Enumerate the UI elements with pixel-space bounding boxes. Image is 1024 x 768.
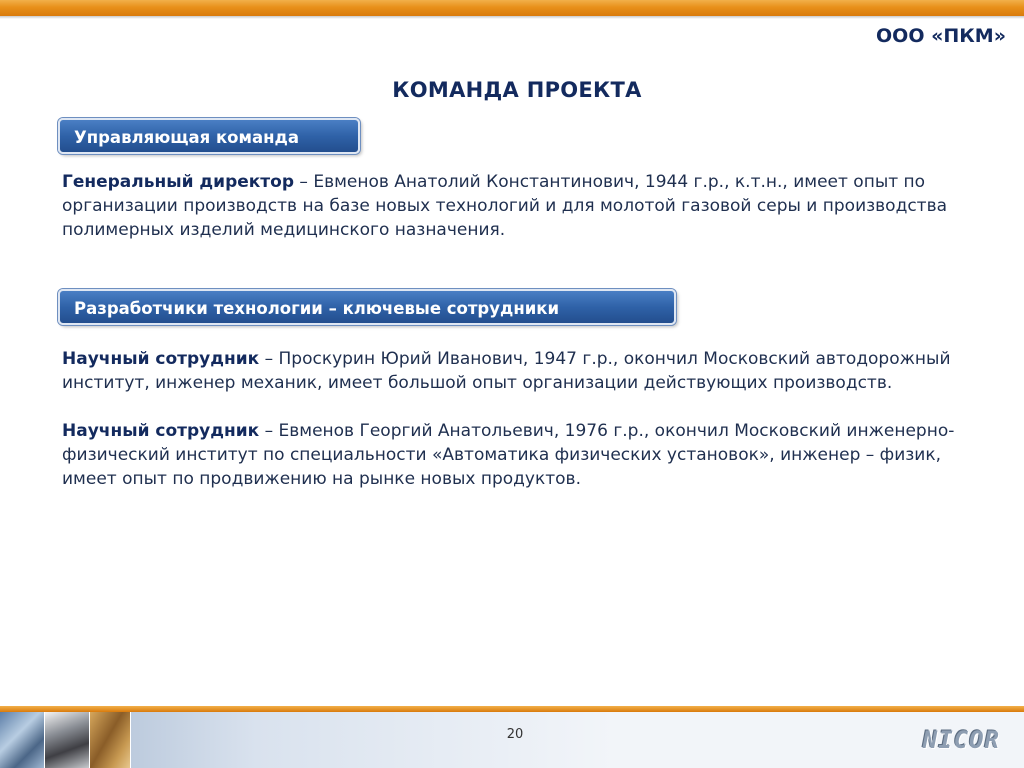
member-description: – Проскурин Юрий Иванович, 1947 г.р., окончил Московский автодорожный институт, инженер механик, имеет большой опыт организации действующих производств. [62, 349, 951, 393]
team-member-general-director [62, 170, 992, 242]
top-accent-bar [0, 0, 1024, 16]
member-role: Научный сотрудник [62, 349, 260, 369]
nicor-logo: NICOR [922, 726, 1000, 754]
member-role: Научный сотрудник [62, 421, 260, 441]
page-title: КОМАНДА ПРОЕКТА [392, 78, 642, 102]
member-description: – Евменов Георгий Анатольевич, 1976 г.р., окончил Московский инженерно-физический институт по специальности «Автоматика физических установок», инженер – физик, имеет опыт по продвижению на рынке новых продуктов. [62, 421, 955, 489]
company-name: ООО «ПКМ» [876, 25, 1006, 47]
member-role: Генеральный директор [62, 172, 295, 192]
footer-photo-building [0, 712, 45, 768]
section-label-management-team: Управляющая команда [58, 118, 360, 154]
page-number: 20 [506, 727, 524, 742]
team-member-researcher-1 [62, 347, 992, 395]
footer-photo-material [90, 712, 131, 768]
section-label-technology-developers: Разработчики технологии – ключевые сотрудники [58, 289, 676, 325]
member-description: – Евменов Анатолий Константинович, 1944 г.р., к.т.н., имеет опыт по организации производств на базе новых технологий и для молотой газовой серы и производства полимерных изделий медицинского назначения. [62, 172, 948, 240]
footer-photo-worker [45, 712, 90, 768]
team-member-researcher-2 [62, 419, 992, 491]
